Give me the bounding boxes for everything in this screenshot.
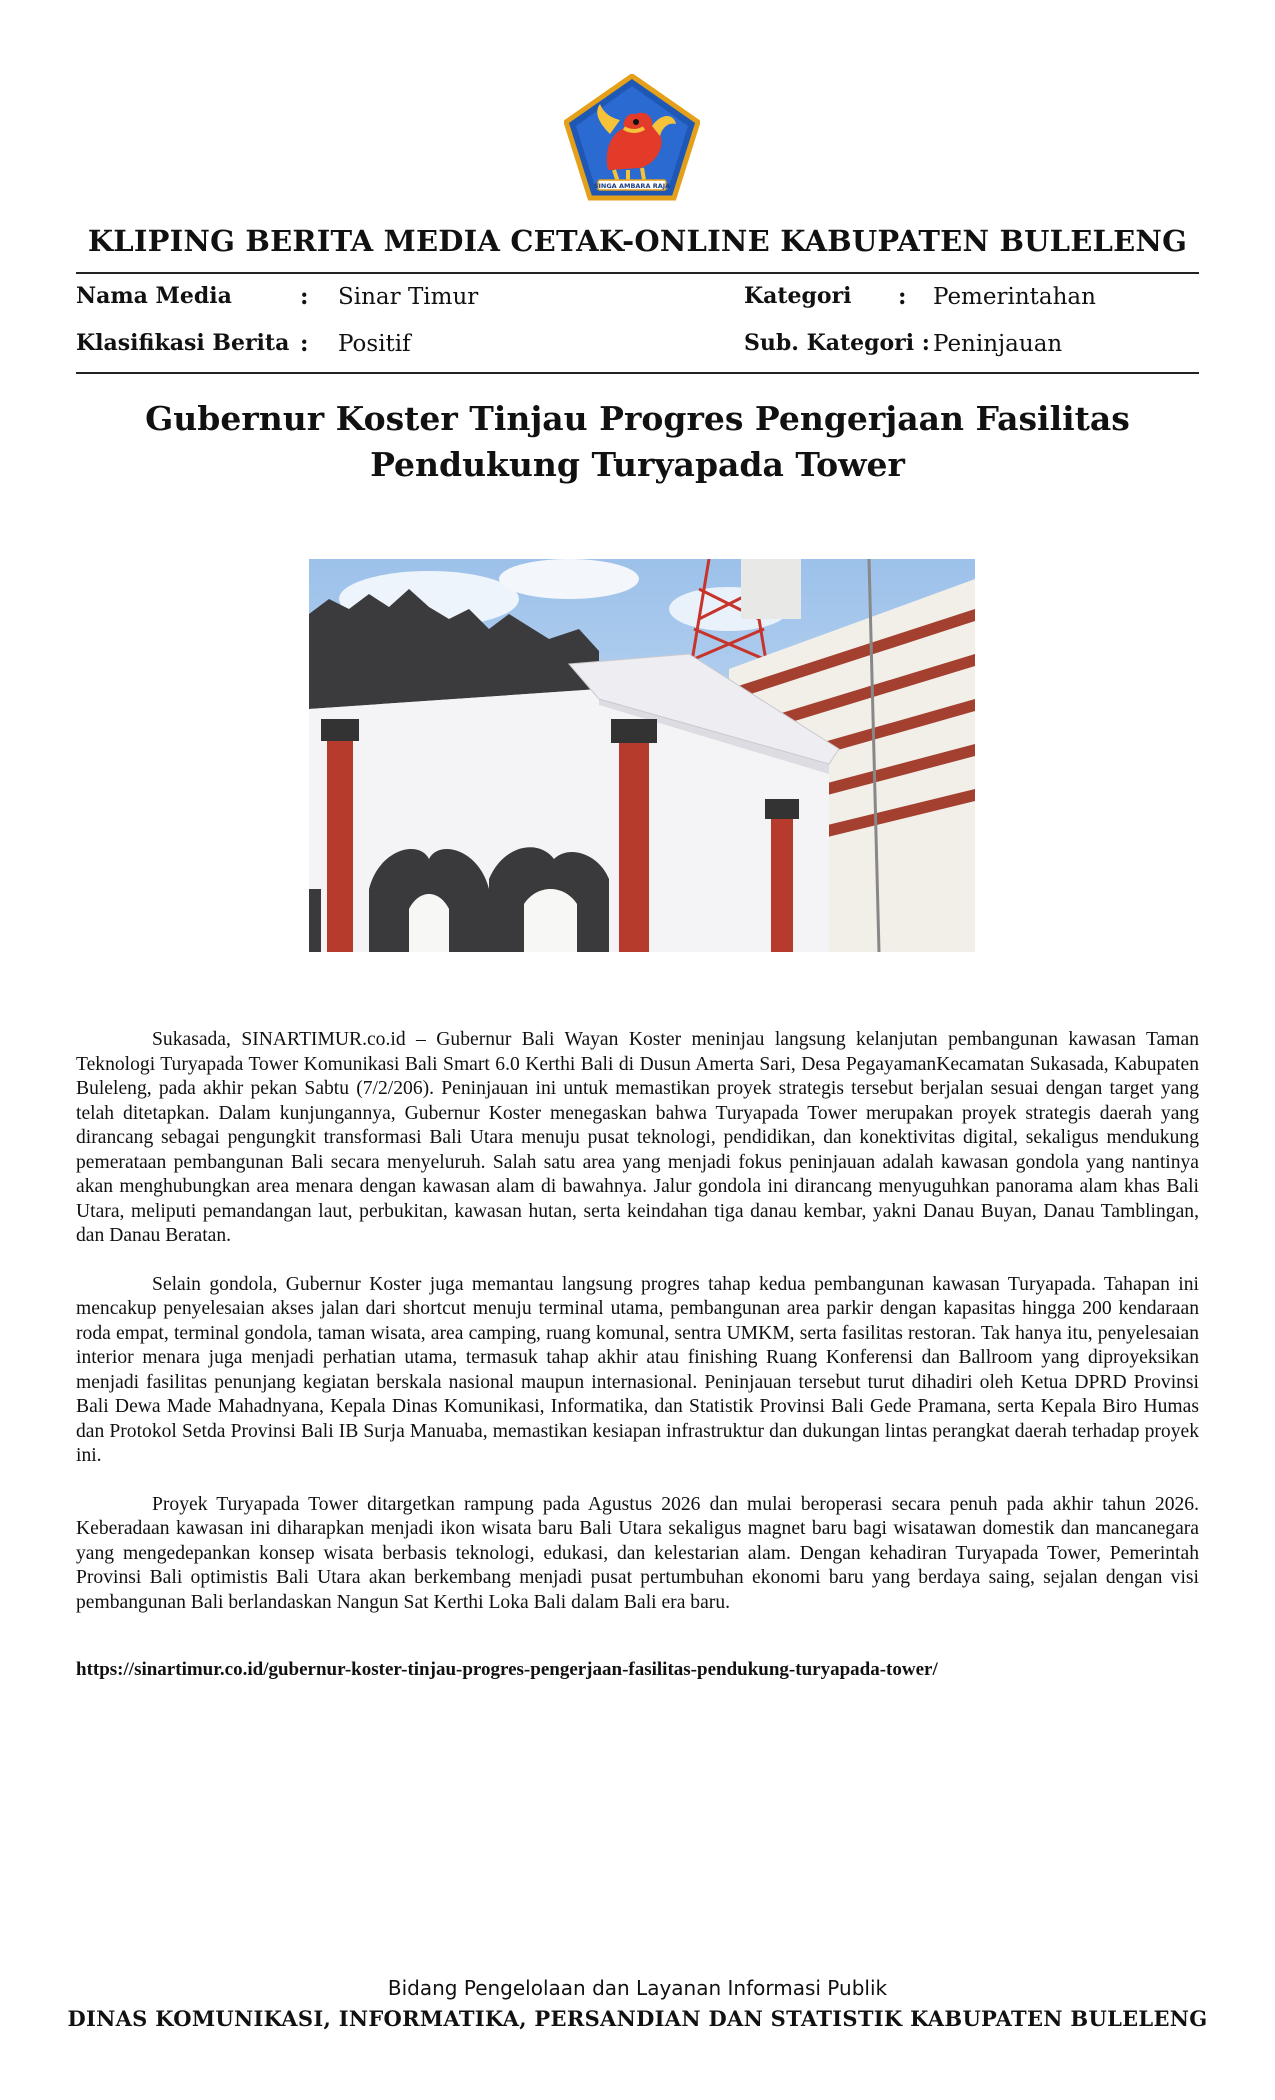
bottom-divider xyxy=(76,372,1199,374)
article-paragraph: Selain gondola, Gubernur Koster juga memantau langsung progres tahap kedua pembangunan kawasan Turyapada. Tahapan ini mencakup penyelesaian akses jalan dari shortcut menuju terminal utama, pembangunan area parkir dengan kapasitas hingga 200 kendaraan roda empat, terminal gondola, taman wisata, area camping, ruang komunal, sentra UMKM, serta fasilitas restoran. Tak hanya itu, penyelesaian interior menara juga menjadi perhatian utama, termasuk tahap akhir atau finishing Ruang Konferensi dan Ballroom yang diproyeksikan menjadi fasilitas penunjang kegiatan berskala nasional maupun internasional. Peninjauan tersebut turut dihadiri oleh Ketua DPRD Provinsi Bali Dewa Made Mahadnyana, Kepala Dinas Komunikasi, Informatika, dan Statistik Provinsi Bali Gede Pramana, serta Kepala Biro Humas dan Protokol Setda Provinsi Bali IB Surja Manuaba, memastikan kesiapan infrastruktur dan dukungan lintas perangkat daerah terhadap proyek ini. xyxy=(76,1273,1199,1466)
classification-colon: : xyxy=(300,330,309,357)
category-value: Pemerintahan xyxy=(933,284,1096,310)
masthead-title: KLIPING BERITA MEDIA CETAK-ONLINE KABUPATEN BULELENG xyxy=(87,224,1188,258)
article-paragraph: Sukasada, SINARTIMUR.co.id – Gubernur Bali Wayan Koster meninjau langsung kelanjutan pembangunan kawasan Taman Teknologi Turyapada Tower Komunikasi Bali Smart 6.0 Kerthi Bali di Dusun Amerta Sari, Desa PegayamanKecamatan Sukasada, Kabupaten Buleleng, pada akhir pekan Sabtu (7/2/206). Peninjauan ini untuk memastikan proyek strategis tersebut berjalan sesuai dengan target yang telah ditetapkan. Dalam kunjungannya, Gubernur Koster menegaskan bahwa Turyapada Tower merupakan proyek strategis daerah yang dirancang sebagai pengungkit transformasi Bali Utara menuju pusat teknologi, pendidikan, dan konektivitas digital, sekaligus mendukung pemerataan pembangunan Bali secara menyeluruh. Salah satu area yang menjadi fokus peninjauan adalah kawasan gondola yang nantinya akan menghubungkan area menara dengan kawasan alam di bawahnya. Jalur gondola ini dirancang menyuguhkan panorama alam khas Bali Utara, meliputi pemandangan laut, perbukitan, kawasan hutan, serta keindahan tiga danau kembar, yakni Danau Buyan, Danau Tamblingan, dan Danau Beratan. xyxy=(76,1029,1199,1246)
top-divider xyxy=(76,272,1199,274)
category-colon: : xyxy=(898,283,907,310)
classification-label: Klasifikasi Berita xyxy=(76,330,290,356)
classification-value: Positif xyxy=(338,331,411,357)
turyapada-tower-building-photo xyxy=(309,559,975,952)
media-colon: : xyxy=(300,283,309,310)
subcategory-value: Peninjauan xyxy=(933,331,1063,357)
logo-text: SINGA AMBARA RAJA xyxy=(593,182,671,190)
subcategory-label: Sub. Kategori : xyxy=(744,330,930,356)
article-paragraph: Proyek Turyapada Tower ditargetkan rampung pada Agustus 2026 dan mulai beroperasi secara penuh pada akhir tahun 2026. Keberadaan kawasan ini diharapkan menjadi ikon wisata baru Bali Utara sekaligus magnet baru bagi wisatawan domestik dan mancanegara yang mengedepankan konsep wisata berbasis teknologi, edukasi, dan kelestarian alam. Dengan kehadiran Turyapada Tower, Pemerintah Provinsi Bali optimistis Bali Utara akan berkembang menjadi pusat pertumbuhan ekonomi baru yang berdaya saing, sejalan dengan visi pembangunan Bali berlandaskan Nangun Sat Kerthi Loka Bali dalam Bali era baru. xyxy=(76,1493,1199,1613)
media-label: Nama Media xyxy=(76,283,232,309)
media-value: Sinar Timur xyxy=(338,284,479,310)
footer-division: Bidang Pengelolaan dan Layanan Informasi Publik xyxy=(387,1976,888,2000)
singa-ambara-raja-crest-icon xyxy=(564,74,700,202)
article-headline: Gubernur Koster Tinjau Progres Pengerjaan Fasilitas Pendukung Turyapada Tower xyxy=(145,399,1130,484)
category-label: Kategori xyxy=(744,283,852,309)
article-body xyxy=(76,1028,1199,1639)
footer-agency: DINAS KOMUNIKASI, INFORMATIKA, PERSANDIAN DAN STATISTIK KABUPATEN BULELENG xyxy=(67,2006,1208,2031)
source-link[interactable]: https://sinartimur.co.id/gubernur-koster-tinjau-progres-pengerjaan-fasilitas-pendukung-turyapada-tower/ xyxy=(76,1659,938,1680)
